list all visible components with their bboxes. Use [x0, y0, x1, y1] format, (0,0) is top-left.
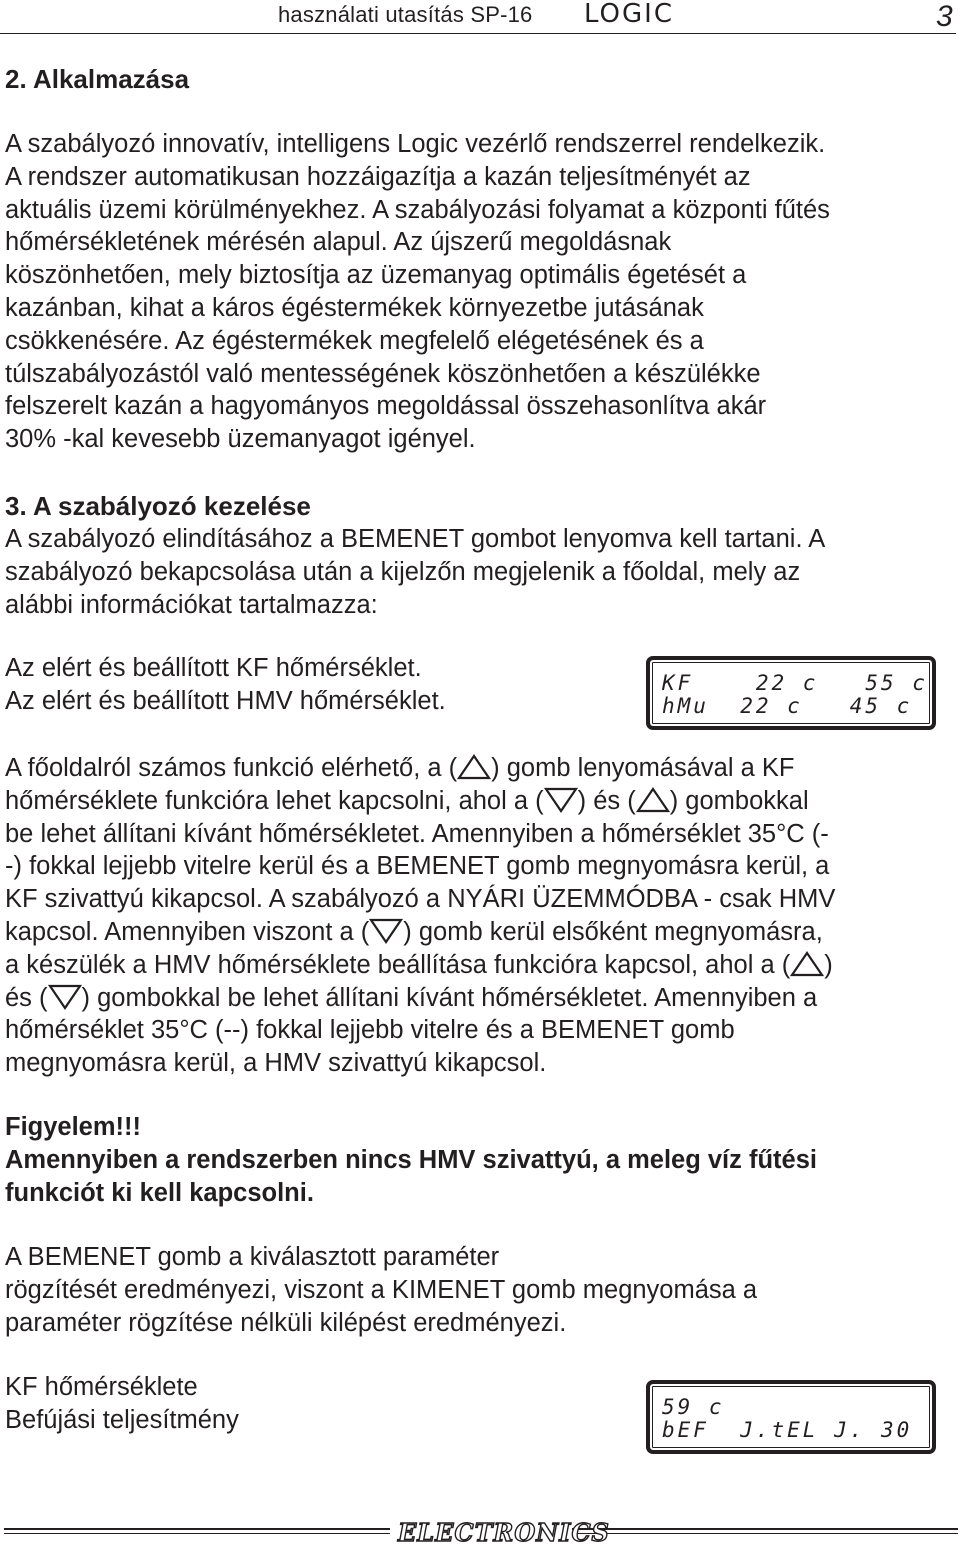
- warning-title: Figyelem!!!: [5, 1113, 142, 1141]
- warning-line: Amennyiben a rendszerben nincs HMV szivattyú, a meleg víz fűtési: [5, 1145, 817, 1174]
- section-2-body: [5, 128, 830, 456]
- kf-info: [5, 1371, 239, 1437]
- body-line: aktuális üzemi körülményekhez. A szabályozási folyamat a központi fűtés: [5, 195, 830, 224]
- section-3-body: [5, 523, 825, 621]
- electronics-logo: ELECTRONICS: [398, 1518, 610, 1547]
- footer-rule: [4, 1533, 390, 1534]
- footer-rule: [572, 1528, 958, 1530]
- body-line: hőmérséklet 35°C (--) fokkal lejjebb vitelre és a BEMENET gomb: [5, 1016, 735, 1045]
- body-line: KF szivattyú kikapcsol. A szabályozó a NYÁRI ÜZEMMÓDBA - csak HMV: [5, 885, 836, 914]
- lcd-line: KF 22 c 55 c: [662, 671, 928, 695]
- info-line: Az elért és beállított HMV hőmérséklet.: [5, 686, 446, 715]
- body-line: megnyomásra kerül, a HMV szivattyú kikapcsol.: [5, 1049, 547, 1078]
- body-line: túlszabályozástól való mentességének köszönhetően a készülékke: [5, 359, 761, 388]
- body-line: hőmérsékletének mérésén alapul. Az újszerű megoldásnak: [5, 228, 672, 257]
- body-line: -) fokkal lejjebb vitelre kerül és a BEMENET gomb megnyomásra kerül, a: [5, 852, 830, 881]
- up-arrow-icon: [457, 754, 491, 780]
- lcd-line: 59 c: [662, 1395, 725, 1419]
- body-line: alábbi információkat tartalmazza:: [5, 590, 378, 619]
- body-line: A BEMENET gomb a kiválasztott paraméter: [5, 1243, 500, 1271]
- body-line: rögzítését eredményezi, viszont a KIMENET gomb megnyomása a: [5, 1275, 758, 1304]
- footer-rule: [572, 1533, 958, 1534]
- lcd-display-kf: [646, 1380, 936, 1454]
- body-line: szabályozó bekapcsolása után a kijelzőn megjelenik a főoldal, mely az: [5, 557, 801, 586]
- body-line: paraméter rögzítése nélküli kilépést eredményezi.: [5, 1308, 567, 1337]
- body-line: be lehet állítani kívánt hőmérsékletet. Amennyiben a hőmérséklet 35°C (-: [5, 819, 829, 848]
- body-line: A rendszer automatikusan hozzáigazítja a kazán teljesítményét az: [5, 162, 751, 191]
- body-line: 30% -kal kevesebb üzemanyagot igényel.: [5, 425, 476, 454]
- section-3-heading: 3. A szabályozó kezelése: [5, 491, 311, 521]
- down-arrow-icon: [369, 918, 403, 944]
- header-title: használati utasítás SP-16: [278, 2, 533, 27]
- warning-line: funkciót ki kell kapcsolni.: [5, 1178, 314, 1207]
- info-line: Befújási teljesítmény: [5, 1405, 239, 1434]
- footer-rule: [4, 1528, 390, 1530]
- warning-block: [5, 1111, 817, 1209]
- down-arrow-icon: [48, 984, 82, 1010]
- lcd-line: hMu 22 c 45 c: [662, 694, 913, 718]
- page-number: 3: [936, 0, 953, 33]
- section-2-heading: 2. Alkalmazása: [5, 64, 190, 94]
- info-line: KF hőmérséklete: [5, 1373, 198, 1401]
- header-rule: [0, 33, 956, 34]
- body-line: felszerelt kazán a hagyományos megoldással összehasonlítva akár: [5, 392, 767, 421]
- buttons-paragraph: A főoldalról számos funkció elérhető, a ( ) gomb lenyomásával a KF hőmérséklete funkcióra lehet kapcsolni, ahol a ( ) és ( ) gombokkal be lehet állítani kívánt hőmérsékletet. Amennyiben a hőmérséklet 35°C (- -) fokkal lejjebb vitelre kerül és a BEMENET gomb megnyomásra kerül, a KF szivattyú kikapcsol. A szabályozó a NYÁRI ÜZEMMÓDBA - csak HMV kapcsol. Amennyiben viszont a ( ) gomb kerül elsőként megnyomásra, a készülék a HMV hőmérséklete beállítása funkcióra kapcsol, ahol a ( ) és ( ) gombokkal be lehet állítani kívánt hőmérsékletet. Amennyiben a hőmérséklet 35°C (--) fokkal lejjebb vitelre és a BEMENET gomb megnyomásra kerül, a HMV szivattyú kikapcsol.: [5, 752, 835, 1080]
- body-line: A szabályozó innovatív, intelligens Logic vezérlő rendszerrel rendelkezik.: [5, 130, 826, 158]
- lcd-display-main: [646, 656, 936, 730]
- body-line: köszönhetően, mely biztosítja az üzemanyag optimális égetését a: [5, 261, 747, 290]
- body-line: A szabályozó elindításához a BEMENET gombot lenyomva kell tartani. A: [5, 525, 826, 553]
- up-arrow-icon: [636, 787, 670, 813]
- enter-exit-paragraph: [5, 1241, 757, 1339]
- body-line: csökkenésére. Az égéstermékek megfelelő elégetésének és a: [5, 326, 704, 355]
- logic-logo: LOGIC: [584, 0, 674, 29]
- main-page-info: [5, 652, 446, 718]
- up-arrow-icon: [790, 951, 824, 977]
- lcd-line: bEF J.tEL J. 30: [662, 1418, 913, 1442]
- down-arrow-icon: [544, 787, 578, 813]
- info-line: Az elért és beállított KF hőmérséklet.: [5, 654, 422, 682]
- body-line: kazánban, kihat a káros égéstermékek környezetbe jutásának: [5, 293, 704, 322]
